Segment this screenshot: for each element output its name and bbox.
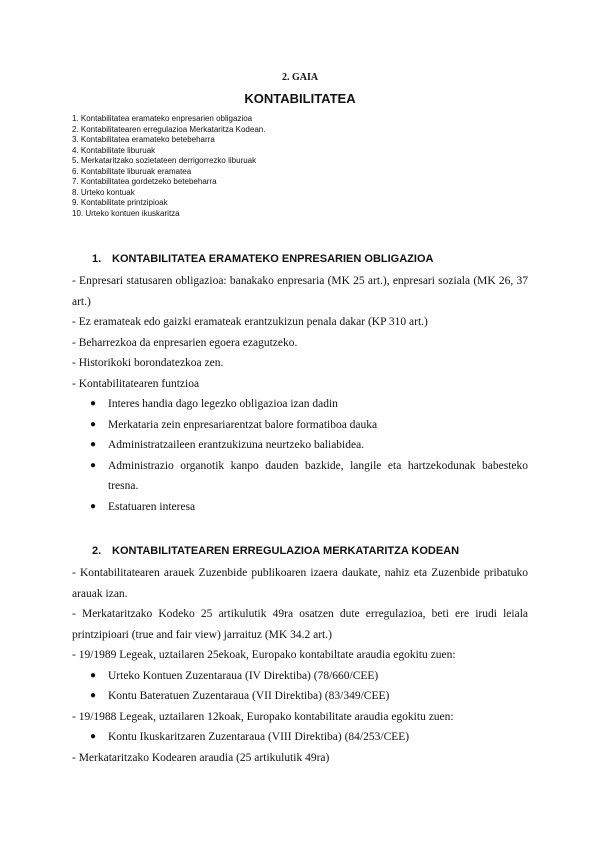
paragraph: - 19/1989 Legeak, uztailaren 25ekoak, Europako kontabiltate araudia egokitu zuen: <box>72 649 456 661</box>
list-item-text: Administratzaileen erantzukizuna neurtzeko baliabidea. <box>108 439 365 451</box>
list-item <box>72 686 528 707</box>
paragraph: - Kontabilitatearen funtzioa <box>72 377 200 390</box>
bullet-icon: ● <box>90 459 97 471</box>
list-item-text: Interes handia dago legezko obligazioa izan dadin <box>108 398 338 410</box>
list-item-text: Administrazio organotik kanpo dauden bazkide, langile eta hartzekodunak babesteko tresna. <box>108 459 528 492</box>
toc-item: 7. Kontabilitatea gordetzeko betebeharra <box>72 177 217 186</box>
section-1-body <box>72 271 528 517</box>
paragraph: - 19/1988 Legeak, uztailaren 12koak, Europako kontabilitate araudia egokitu zuen: <box>72 710 454 723</box>
toc-item: 8. Urteko kontuak <box>72 187 135 197</box>
list-item <box>72 415 528 436</box>
paragraph: - Historikoki borondatezkoa zen. <box>72 357 224 369</box>
paragraph: - Merkataritzako Kodearen araudia (25 artikulutik 49ra) <box>72 751 330 764</box>
section-2-number: 2. <box>92 545 102 557</box>
section-2-title: KONTABILITATEAREN ERREGULAZIOA MERKATARITZA KODEAN <box>112 545 460 557</box>
bullet-icon: ● <box>90 500 97 512</box>
list-item-text: Merkataria zein enpresariarentzat balore formatiboa dauka <box>108 418 378 431</box>
toc-item: 4. Kontabilitate liburuak <box>72 145 156 155</box>
toc-item: 5. Merkataritzako sozietateen derrigorrezko liburuak <box>72 156 257 165</box>
chapter-label: 2. GAIA <box>281 72 319 83</box>
list-item-text: Kontu Ikuskaritzaren Zuzentaraua (VIII Direktiba) (84/253/CEE) <box>108 731 410 743</box>
paragraph: - Enpresari statusaren obligazioa: banakako enpresaria (MK 25 art.), enpresari soziala (MK 26, 37 art.) <box>72 275 528 308</box>
toc-item: 9. Kontabilitate printzipioak <box>72 198 168 207</box>
list-item <box>72 435 528 456</box>
bullet-icon: ● <box>90 418 97 430</box>
bullet-list <box>72 394 528 517</box>
paragraph: - Kontabilitatearen arauek Zuzenbide publikoaren izaera daukate, nahiz eta Zuzenbide pribatuko arauak izan. <box>72 567 528 600</box>
paragraph: - Ez eramateak edo gaizki eramateak erantzukizun penala dakar (KP 310 art.) <box>72 316 428 328</box>
section-2-heading <box>92 545 459 557</box>
toc-item: 10. Urteko kontuen ikuskaritza <box>72 208 180 218</box>
list-item <box>72 394 528 415</box>
list-item <box>72 666 528 687</box>
toc-item: 1. Kontabilitatea eramateko enpresarien obligazioa <box>72 114 253 123</box>
list-item-text: Urteko Kontuen Zuzentaraua (IV Direktiba) (78/660/CEE) <box>108 669 379 682</box>
table-of-contents <box>72 114 265 219</box>
bullet-icon: ● <box>90 731 97 742</box>
list-item-text: Estatuaren interesa <box>108 500 196 513</box>
bullet-icon: ● <box>90 669 97 681</box>
section-2-body <box>72 563 528 768</box>
section-1-title: KONTABILITATEA ERAMATEKO ENPRESARIEN OBLIGAZIOA <box>112 253 434 265</box>
paragraph: - Merkataritzako Kodeko 25 artikulutik 49ra osatzen dute erregulazioa, beti ere irudi leiala printzipioari (true and fair view) jarraituz (MK 34.2 art.) <box>72 608 528 641</box>
list-item-text: Kontu Bateratuen Zuzentaraua (VII Direktiba) (83/349/CEE) <box>108 690 390 702</box>
toc-item: 6. Kontabilitate liburuak eramatea <box>72 166 192 176</box>
toc-item: 3. Kontabilitatea eramateko betebeharra <box>72 135 215 144</box>
bullet-list <box>72 727 528 748</box>
list-item <box>72 727 528 748</box>
toc-item: 2. Kontabilitatearen erregulazioa Merkataritza Kodean. <box>72 124 266 134</box>
bullet-icon: ● <box>90 690 97 701</box>
bullet-icon: ● <box>90 439 97 450</box>
section-1-heading <box>92 253 433 265</box>
list-item <box>72 497 528 518</box>
section-1-number: 1. <box>92 253 102 265</box>
list-item <box>72 456 528 497</box>
page-title: KONTABILITATEA <box>244 91 356 106</box>
bullet-icon: ● <box>90 398 97 409</box>
paragraph: - Beharrezkoa da enpresarien egoera ezagutzeko. <box>72 336 298 349</box>
bullet-list <box>72 666 528 707</box>
